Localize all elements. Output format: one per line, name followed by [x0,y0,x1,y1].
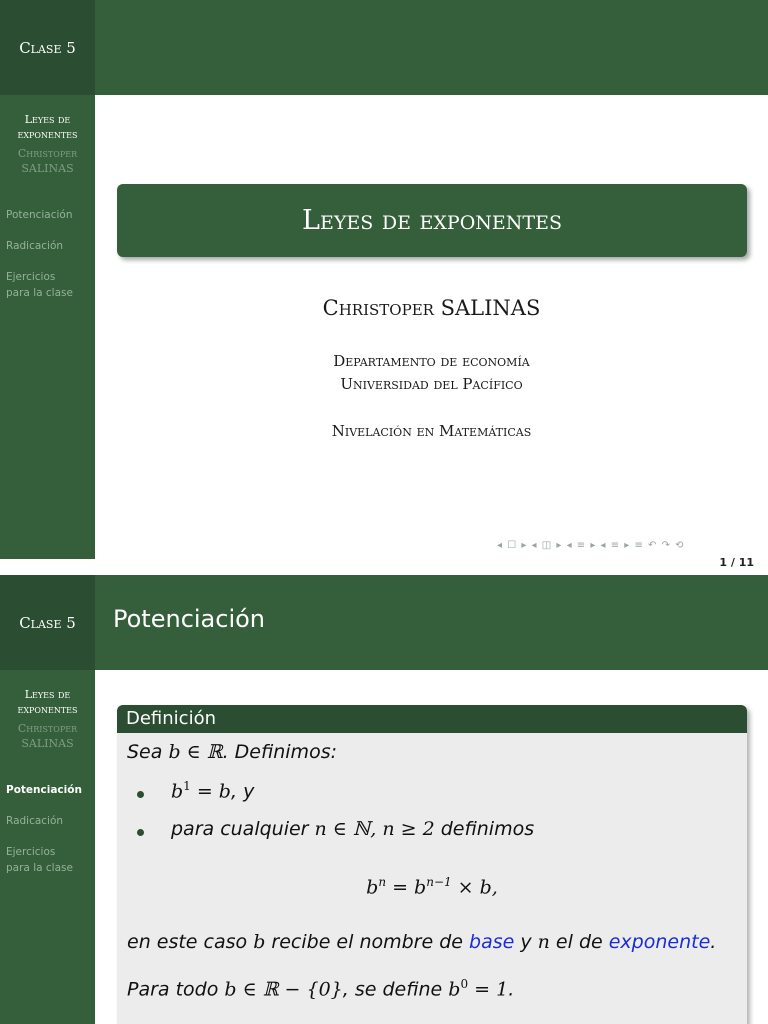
sidebar-author [0,146,95,176]
sidebar-talk-title[interactable] [0,112,95,142]
presentation-title: Leyes de exponentes [117,184,747,257]
page-number: 1 / 11 [719,556,754,569]
term-base: base [469,931,515,953]
line3-f: el de [549,931,609,953]
line4-math3: = 1 [468,978,509,1001]
display-base: b [366,876,379,899]
frame-title: Potenciación [113,605,266,633]
bullet1-sup: 1 [183,779,191,793]
institute-line1: Departamento de economía [333,352,530,370]
display-equation [117,875,747,898]
line4-a: Para todo [127,978,225,1001]
line4-sup: 0 [460,977,469,991]
bullet2-suffix: definimos [434,818,535,840]
sidebar-item-ejercicios-line2: para la clase [6,287,73,299]
beamer-navigation-icons[interactable]: ◂ ☐ ▸ ◂ ◫ ▸ ◂ ≡ ▸ ◂ ≡ ▸ ≡ ↶ ↷ ⟲ [497,540,685,551]
definition-intro [127,741,337,763]
header-bar [95,575,768,670]
term-exponente: exponente [608,931,711,953]
sidebar-item-radicacion[interactable]: Radicación [6,815,64,827]
bullet2-math: n ∈ ℕ, n ≥ 2 [314,818,435,840]
sidebar-title-line1: Leyes de [24,113,71,126]
line3-e: n [537,931,550,953]
line3-c: recibe el nombre de [265,931,470,953]
bullet-2 [171,818,534,840]
sidebar-item-ejercicios-line1: Ejercicios [6,271,56,283]
course-name: Nivelación en Matemáticas [331,422,532,440]
sidebar-title-line2: exponentes [17,703,78,716]
sidebar [0,0,95,559]
sidebar-title-line2: exponentes [17,128,78,141]
intro-math: b ∈ ℝ [168,741,223,763]
display-sup2: n−1 [426,875,452,889]
sidebar-item-ejercicios-line2: para la clase [6,862,73,874]
line3-g: . [710,931,717,953]
sidebar-author-line1: Christoper [17,147,78,160]
sidebar-short-title: Clase 5 [0,0,95,95]
definition-block-title: Definición [117,705,747,733]
sidebar-item-potenciacion[interactable]: Potenciación [6,784,82,796]
definition-line-4 [127,977,514,1000]
sidebar-item-ejercicios[interactable] [6,269,73,301]
line3-b: b [253,931,266,953]
bullet-2-marker [137,829,144,836]
sidebar-author-line1: Christoper [17,722,78,735]
definition-block [117,705,747,1024]
sidebar-short-title: Clase 5 [0,575,95,670]
header-bar [95,0,768,95]
sidebar-author-line2: SALINAS [21,737,74,750]
intro-prefix: Sea [127,741,163,763]
line4-b: , se define [342,978,449,1001]
display-sup1: n [378,875,387,889]
author-name: Christoper SALINAS [322,296,541,320]
bullet-1 [171,779,254,802]
sidebar-title-line1: Leyes de [24,688,71,701]
line4-math2: b [448,978,461,1001]
sidebar-item-radicacion[interactable]: Radicación [6,240,64,252]
definition-line-3 [127,931,716,953]
bullet1-eq: = b [190,780,231,803]
line4-math: b ∈ ℝ − {0} [224,978,343,1001]
intro-suffix: . Definimos: [222,741,337,763]
bullet1-math: b [171,780,184,803]
institute-line2: Universidad del Pacífico [340,375,523,393]
sidebar-author-line2: SALINAS [21,162,74,175]
slide-2 [0,575,768,1024]
display-end: × b, [451,876,498,899]
bullet2-prefix: para cualquier [171,818,315,840]
sidebar-talk-title[interactable] [0,687,95,717]
display-mid: = b [386,876,427,899]
line3-a: en este caso [127,931,254,953]
sidebar [0,575,95,1024]
bullet1-suffix: , y [230,780,255,803]
line3-d: y [514,931,538,953]
sidebar-item-ejercicios[interactable] [6,844,73,876]
bullet-1-marker [137,791,144,798]
line4-end: . [508,978,515,1001]
sidebar-item-ejercicios-line1: Ejercicios [6,846,56,858]
sidebar-author [0,721,95,751]
sidebar-item-potenciacion[interactable]: Potenciación [6,209,73,221]
